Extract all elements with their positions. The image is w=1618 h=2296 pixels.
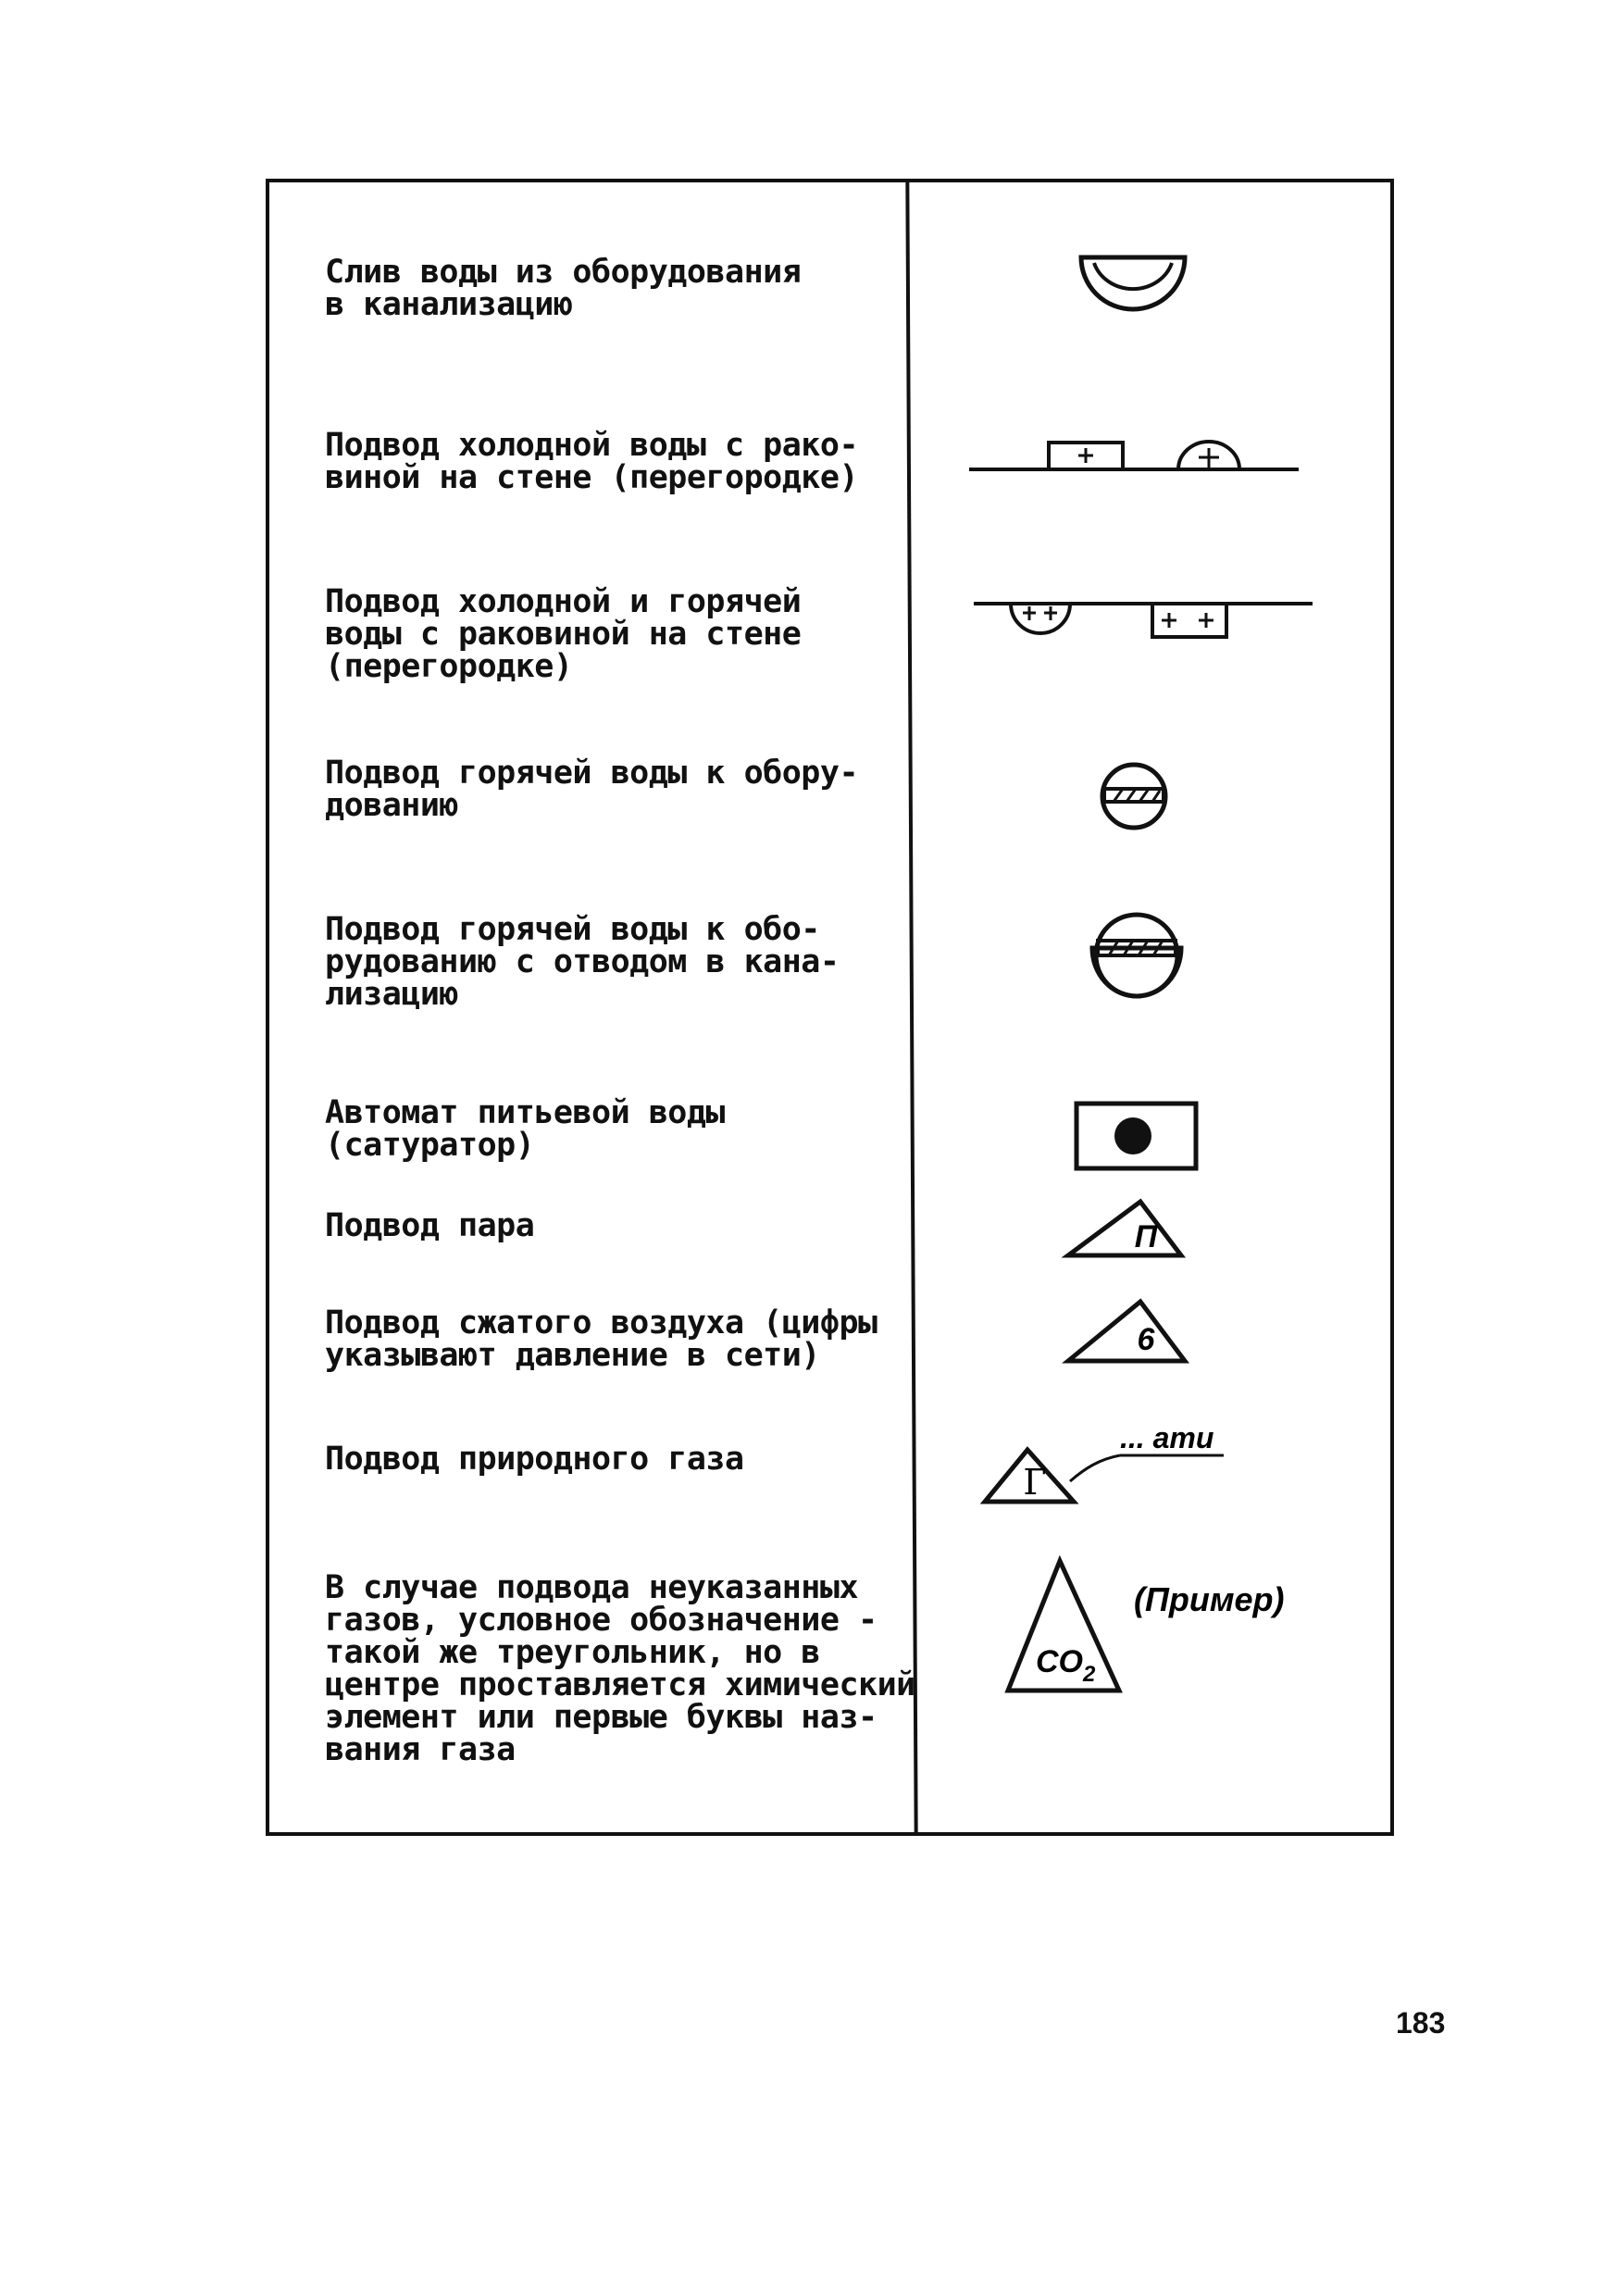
other-gas-icon xyxy=(1004,1555,1301,1694)
row-3-description: Подвод холодной и горячей воды с раковиной на стене (перегородке) xyxy=(325,583,802,685)
natural-gas-icon xyxy=(981,1415,1240,1507)
gas-label: Г xyxy=(1023,1462,1047,1503)
row-5-description: Подвод горячей воды к обо- рудованию с отводом в кана- лизацию xyxy=(325,911,840,1013)
row-2-description: Подвод холодной воды с рако- виной на стене (перегородке) xyxy=(325,427,859,496)
row-10-description: В случае подвода неуказанных газов, условное обозначение - такой же треугольник, но в центре проставляется химический элемент или первые буквы наз- вания газа xyxy=(325,1569,915,1768)
steam-label: П xyxy=(1134,1219,1158,1254)
row-1-description: Слив воды из оборудования в канализацию xyxy=(325,254,802,323)
row-4-description: Подвод горячей воды к обору- дованию xyxy=(325,755,859,824)
compressed-air-icon xyxy=(1064,1296,1189,1366)
row-6-description: Автомат питьевой воды (сатуратор) xyxy=(325,1094,726,1164)
air-pressure-label: 6 xyxy=(1137,1322,1155,1357)
row-7-description: Подвод пара xyxy=(325,1207,535,1244)
hot-water-equipment-icon xyxy=(1097,759,1171,833)
semicircle-drain-icon xyxy=(1077,250,1189,319)
gas-formula-subscript: 2 xyxy=(1083,1662,1096,1687)
gas-formula: CO xyxy=(1036,1644,1083,1679)
pressure-callout: ... ати xyxy=(1120,1421,1214,1454)
row-8-description: Подвод сжатого воздуха (цифры указывают давление в сети) xyxy=(325,1304,877,1374)
svg-text:CO2 xyxy=(1036,1644,1096,1687)
example-note: (Пример) xyxy=(1134,1580,1285,1618)
drinking-water-machine-icon xyxy=(1074,1101,1199,1171)
page-number: 183 xyxy=(1396,2006,1446,2040)
steam-supply-icon xyxy=(1064,1196,1185,1261)
row-9-description: Подвод природного газа xyxy=(325,1441,744,1478)
cold-water-wall-sink-icon xyxy=(967,426,1301,481)
hot-cold-water-wall-sink-icon xyxy=(972,593,1314,662)
hot-water-drain-icon xyxy=(1085,907,1189,1011)
